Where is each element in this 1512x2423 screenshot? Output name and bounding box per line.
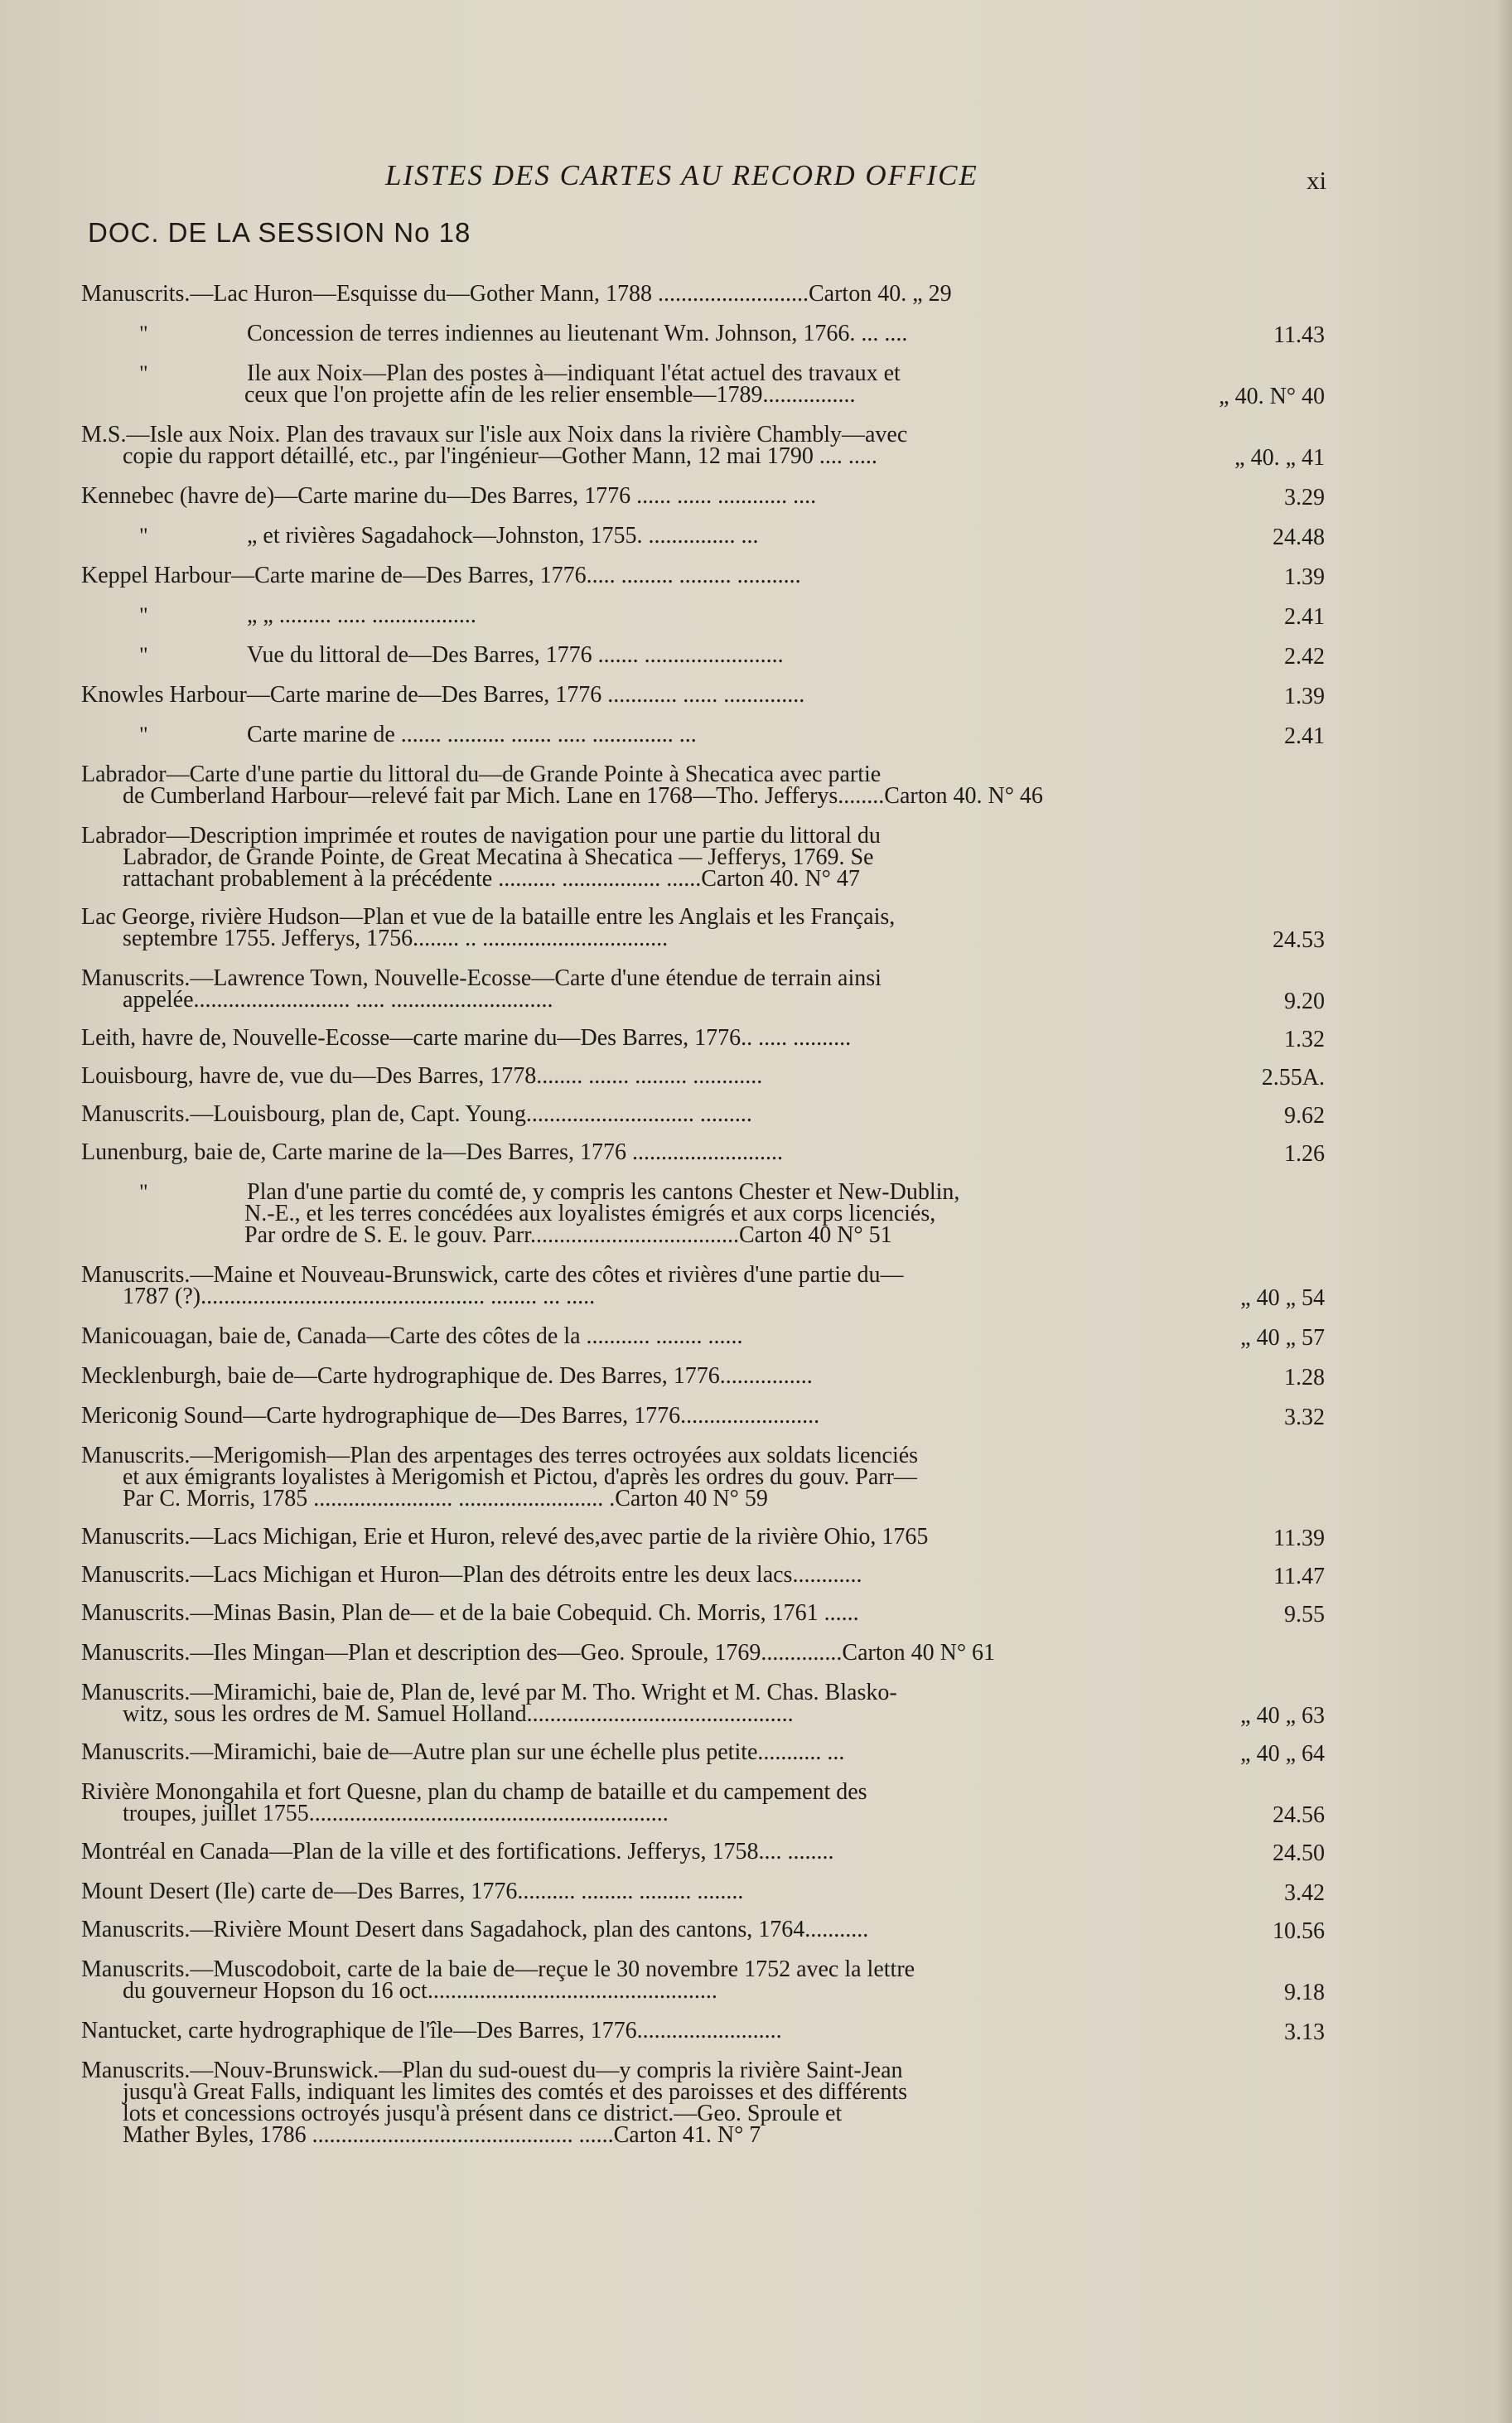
- entry-text: Manuscrits.—Lacs Michigan et Huron—Plan des détroits entre les deux lacs............: [81, 1562, 862, 1588]
- list-item: [0, 1179, 1512, 1248]
- entry-line: [0, 1879, 1512, 1906]
- entry-text: jusqu'à Great Falls, indiquant les limites des comtés et des paroisses et des différents: [123, 2079, 907, 2105]
- entry-line: [0, 868, 1512, 890]
- list-item: [0, 825, 1512, 890]
- entry-reference: 10.56: [1273, 1918, 1325, 1944]
- entry-line: [0, 443, 1512, 471]
- entry-text: Mecklenburgh, baie de—Carte hydrographique de. Des Barres, 1776................: [81, 1363, 813, 1389]
- entry-line: [0, 602, 1512, 630]
- entry-text: Concession de terres indiennes au lieutenant Wm. Johnson, 1766. ... ....: [247, 321, 908, 346]
- entry-line: [0, 1139, 1512, 1167]
- list-item: [0, 1101, 1512, 1129]
- entry-line: [0, 1363, 1512, 1390]
- entry-line: [0, 1524, 1512, 1551]
- entry-text: witz, sous les ordres de M. Samuel Holland..............................................: [123, 1701, 794, 1727]
- entry-text: Manuscrits.—Louisbourg, plan de, Capt. Young............................. .........: [81, 1101, 752, 1127]
- entry-reference: 1.39: [1284, 564, 1325, 590]
- entry-line: [0, 1739, 1512, 1767]
- entry-line: [0, 563, 1512, 590]
- entry-text: de Cumberland Harbour—relevé fait par Mich. Lane en 1768—Tho. Jefferys........Carton 40. N° 46: [123, 783, 1043, 809]
- list-item: [0, 904, 1512, 953]
- entry-text: Mount Desert (Ile) carte de—Des Barres, 1776.......... ......... ......... ........: [81, 1879, 744, 1904]
- entry-reference: 3.29: [1284, 485, 1325, 510]
- entry-reference: 11.47: [1273, 1564, 1325, 1589]
- map-list: [0, 267, 1512, 2146]
- entry-text: Manuscrits.—Lac Huron—Esquisse du—Gother Mann, 1788 ..........................Carton 40. „ 29: [81, 281, 952, 307]
- entry-reference: 1.39: [1284, 684, 1325, 709]
- entry-line: [0, 682, 1512, 709]
- list-item: [0, 1445, 1512, 1510]
- entry-line: [0, 1488, 1512, 1510]
- entry-text: Vue du littoral de—Des Barres, 1776 ....... ........................: [247, 642, 784, 668]
- entry-reference: 24.56: [1273, 1802, 1325, 1828]
- entry-text: Manuscrits.—Nouv-Brunswick.—Plan du sud-ouest du—y compris la rivière Saint-Jean: [81, 2058, 903, 2083]
- entry-text: Lac George, rivière Hudson—Plan et vue de la bataille entre les Anglais et les Français,: [81, 904, 896, 930]
- list-item: [0, 483, 1512, 510]
- entry-text: du gouverneur Hopson du 16 oct..................................................: [123, 1978, 717, 2004]
- entry-text: Carte marine de ....... .......... ....... ..... .............. ...: [247, 722, 697, 747]
- entry-reference: „ 40 „ 57: [1240, 1325, 1325, 1351]
- ditto-mark: ": [139, 1180, 148, 1204]
- list-item: [0, 965, 1512, 1014]
- list-item: [0, 1403, 1512, 1430]
- list-item: [0, 1025, 1512, 1052]
- entry-text: Manuscrits.—Muscodoboit, carte de la baie de—reçue le 30 novembre 1752 avec la lettre: [81, 1956, 915, 1982]
- list-item: [0, 422, 1512, 471]
- entry-reference: 24.53: [1273, 927, 1325, 953]
- list-item: [0, 1363, 1512, 1390]
- entry-text: Manuscrits.—Merigomish—Plan des arpentages des terres octroyées aux soldats licenciés: [81, 1443, 919, 1468]
- list-item: [0, 1139, 1512, 1167]
- entry-text: Manuscrits.—Minas Basin, Plan de— et de la baie Cobequid. Ch. Morris, 1761 ......: [81, 1600, 859, 1626]
- list-item: [0, 2060, 1512, 2146]
- list-item: [0, 1839, 1512, 1866]
- entry-text: Manuscrits.—Iles Mingan—Plan et description des—Geo. Sproule, 1769..............Carton 40 N° 61: [81, 1640, 996, 1666]
- entry-line: [0, 1600, 1512, 1627]
- entry-text: Plan d'une partie du comté de, y compris les cantons Chester et New-Dublin,: [247, 1179, 960, 1205]
- list-item: [0, 682, 1512, 709]
- entry-text: appelée........................... ..... ............................: [123, 987, 553, 1013]
- entry-text: troupes, juillet 1755..............................................................: [123, 1801, 669, 1826]
- entry-line: [0, 1701, 1512, 1729]
- entry-line: [0, 783, 1512, 809]
- entry-line: [0, 1917, 1512, 1944]
- entry-text: Labrador—Carte d'une partie du littoral du—de Grande Pointe à Shecatica avec partie: [81, 762, 882, 787]
- entry-line: [0, 1025, 1512, 1052]
- list-item: [0, 321, 1512, 348]
- entry-line: [0, 1978, 1512, 2005]
- list-item: [0, 523, 1512, 550]
- list-item: [0, 1739, 1512, 1767]
- entry-reference: 9.55: [1284, 1602, 1325, 1627]
- entry-text: rattachant probablement à la précédente .......... ................. ......Carton 40. N° 47: [123, 866, 860, 892]
- entry-text: septembre 1755. Jefferys, 1756........ .. ................................: [123, 926, 669, 951]
- list-item: [0, 1779, 1512, 1828]
- entry-line: [0, 1839, 1512, 1866]
- entry-text: Manuscrits.—Miramichi, baie de, Plan de, levé par M. Tho. Wright et M. Chas. Blasko-: [81, 1680, 897, 1705]
- list-item: [0, 1917, 1512, 1944]
- list-item: [0, 1562, 1512, 1589]
- list-item: [0, 1642, 1512, 1664]
- entry-line: [0, 987, 1512, 1014]
- entry-text: „ et rivières Sagadahock—Johnston, 1755. ............... ...: [247, 523, 759, 549]
- entry-text: Labrador—Description imprimée et routes de navigation pour une partie du littoral du: [81, 823, 881, 849]
- entry-text: Louisbourg, havre de, vue du—Des Barres, 1778........ ....... ......... ............: [81, 1063, 763, 1089]
- list-item: [0, 1524, 1512, 1551]
- list-item: [0, 1323, 1512, 1351]
- entry-reference: „ 40 „ 54: [1240, 1285, 1325, 1311]
- entry-text: Manuscrits.—Lacs Michigan, Erie et Huron, relevé des,avec partie de la rivière Ohio, 1765: [81, 1524, 929, 1550]
- entry-line: [0, 2018, 1512, 2045]
- entry-text: Manuscrits.—Miramichi, baie de—Autre plan sur une échelle plus petite........... ...: [81, 1739, 845, 1765]
- running-title: LISTES DES CARTES AU RECORD OFFICE: [385, 159, 978, 191]
- ditto-mark: ": [139, 322, 148, 346]
- entry-text: N.-E., et les terres concédées aux loyalistes émigrés et aux corps licenciés,: [244, 1201, 936, 1226]
- entry-reference: 2.55A.: [1261, 1065, 1325, 1091]
- entry-text: Manicouagan, baie de, Canada—Carte des côtes de la ........... ........ ......: [81, 1323, 743, 1349]
- ditto-mark: ": [139, 643, 148, 667]
- entry-reference: 9.20: [1284, 989, 1325, 1014]
- entry-line: [0, 283, 1512, 305]
- entry-reference: „ 40. N° 40: [1219, 384, 1325, 409]
- ditto-mark: ": [139, 723, 148, 747]
- entry-reference: 3.32: [1284, 1405, 1325, 1430]
- entry-reference: 9.18: [1284, 1980, 1325, 2005]
- entry-text: Knowles Harbour—Carte marine de—Des Barres, 1776 ............ ...... ..............: [81, 682, 805, 708]
- entry-text: „ „ ......... ..... ..................: [247, 602, 476, 628]
- entry-text: Ile aux Noix—Plan des postes à—indiquant l'état actuel des travaux et: [247, 360, 901, 386]
- list-item: [0, 764, 1512, 807]
- entry-reference: 24.48: [1273, 525, 1325, 550]
- entry-line: [0, 722, 1512, 749]
- list-item: [0, 283, 1512, 305]
- entry-reference: 2.42: [1284, 644, 1325, 670]
- entry-text: Manuscrits.—Rivière Mount Desert dans Sagadahock, plan des cantons, 1764...........: [81, 1917, 869, 1942]
- entry-line: [0, 483, 1512, 510]
- entry-reference: „ 40. „ 41: [1234, 445, 1325, 471]
- entry-text: Leith, havre de, Nouvelle-Ecosse—carte marine du—Des Barres, 1776.. ..... ..........: [81, 1025, 852, 1051]
- entry-line: [0, 926, 1512, 953]
- page-header: [0, 159, 1512, 199]
- list-item: [0, 2018, 1512, 2045]
- list-item: [0, 722, 1512, 749]
- entry-text: Par ordre de S. E. le gouv. Parr....................................Carton 40 N° 51: [244, 1222, 892, 1248]
- entry-reference: „ 40 „ 63: [1240, 1703, 1325, 1729]
- entry-text: lots et concessions octroyés jusqu'à présent dans ce district.—Geo. Sproule et: [123, 2101, 843, 2126]
- entry-reference: 1.32: [1284, 1027, 1325, 1052]
- entry-text: M.S.—Isle aux Noix. Plan des travaux sur l'isle aux Noix dans la rivière Chambly—avec: [81, 422, 908, 447]
- entry-reference: 2.41: [1284, 723, 1325, 749]
- entry-text: Par C. Morris, 1785 ........................ ......................... .Carton 40 N° 59: [123, 1486, 768, 1511]
- entry-text: Kennebec (havre de)—Carte marine du—Des Barres, 1776 ...... ...... ............ ....: [81, 483, 817, 509]
- entry-text: Nantucket, carte hydrographique de l'île—Des Barres, 1776.........................: [81, 2018, 782, 2043]
- entry-line: [0, 1284, 1512, 1311]
- session-heading: DOC. DE LA SESSION No 18: [88, 217, 471, 248]
- list-item: [0, 1879, 1512, 1906]
- entry-line: [0, 1642, 1512, 1664]
- entry-line: [0, 1063, 1512, 1091]
- ditto-mark: ": [139, 361, 148, 385]
- list-item: [0, 1956, 1512, 2005]
- entry-text: Lunenburg, baie de, Carte marine de la—Des Barres, 1776 ..........................: [81, 1139, 784, 1165]
- entry-reference: 1.28: [1284, 1365, 1325, 1390]
- entry-reference: 9.62: [1284, 1103, 1325, 1129]
- entry-line: [0, 1801, 1512, 1828]
- list-item: [0, 360, 1512, 409]
- entry-line: [0, 1323, 1512, 1351]
- entry-reference: „ 40 „ 64: [1240, 1741, 1325, 1767]
- list-item: [0, 563, 1512, 590]
- entry-text: 1787 (?)................................................. ........ ... .....: [123, 1284, 596, 1309]
- entry-text: et aux émigrants loyalistes à Merigomish et Pictou, d'après les ordres du gouv. Parr—: [123, 1464, 917, 1490]
- entry-text: copie du rapport détaillé, etc., par l'ingénieur—Gother Mann, 12 mai 1790 .... .....: [123, 443, 877, 469]
- ditto-mark: ": [139, 524, 148, 548]
- entry-text: ceux que l'on projette afin de les relier ensemble—1789................: [244, 382, 856, 408]
- entry-reference: 24.50: [1273, 1840, 1325, 1866]
- entry-line: [0, 1222, 1512, 1248]
- entry-line: [0, 523, 1512, 550]
- entry-text: Manuscrits.—Maine et Nouveau-Brunswick, carte des côtes et rivières d'une partie du—: [81, 1262, 904, 1288]
- entry-text: Mather Byles, 1786 ............................................. ......Carton 41. N° 7: [123, 2122, 761, 2148]
- list-item: [0, 602, 1512, 630]
- entry-line: [0, 1562, 1512, 1589]
- entry-text: Montréal en Canada—Plan de la ville et des fortifications. Jefferys, 1758.... ........: [81, 1839, 834, 1864]
- entry-line: [0, 1403, 1512, 1430]
- ditto-mark: ": [139, 603, 148, 627]
- entry-reference: 11.43: [1273, 322, 1325, 348]
- entry-reference: 11.39: [1273, 1526, 1325, 1551]
- entry-text: Keppel Harbour—Carte marine de—Des Barres, 1776..... ......... ......... ...........: [81, 563, 801, 588]
- entry-reference: 2.41: [1284, 604, 1325, 630]
- entry-reference: 3.42: [1284, 1880, 1325, 1906]
- entry-text: Labrador, de Grande Pointe, de Great Mecatina à Shecatica — Jefferys, 1769. Se: [123, 844, 874, 870]
- list-item: [0, 1600, 1512, 1627]
- entry-line: [0, 382, 1512, 409]
- list-item: [0, 1680, 1512, 1729]
- entry-line: [0, 321, 1512, 348]
- entry-line: [0, 2122, 1512, 2148]
- entry-line: [0, 1101, 1512, 1129]
- list-item: [0, 642, 1512, 670]
- list-item: [0, 1063, 1512, 1091]
- page-number: xi: [1307, 166, 1327, 195]
- list-item: [0, 1262, 1512, 1311]
- entry-reference: 1.26: [1284, 1141, 1325, 1167]
- entry-line: [0, 642, 1512, 670]
- entry-text: Mericonig Sound—Carte hydrographique de—Des Barres, 1776........................: [81, 1403, 820, 1429]
- entry-reference: 3.13: [1284, 2019, 1325, 2045]
- entry-text: Manuscrits.—Lawrence Town, Nouvelle-Ecosse—Carte d'une étendue de terrain ainsi: [81, 965, 882, 991]
- entry-text: Rivière Monongahila et fort Quesne, plan du champ de bataille et du campement des: [81, 1779, 867, 1805]
